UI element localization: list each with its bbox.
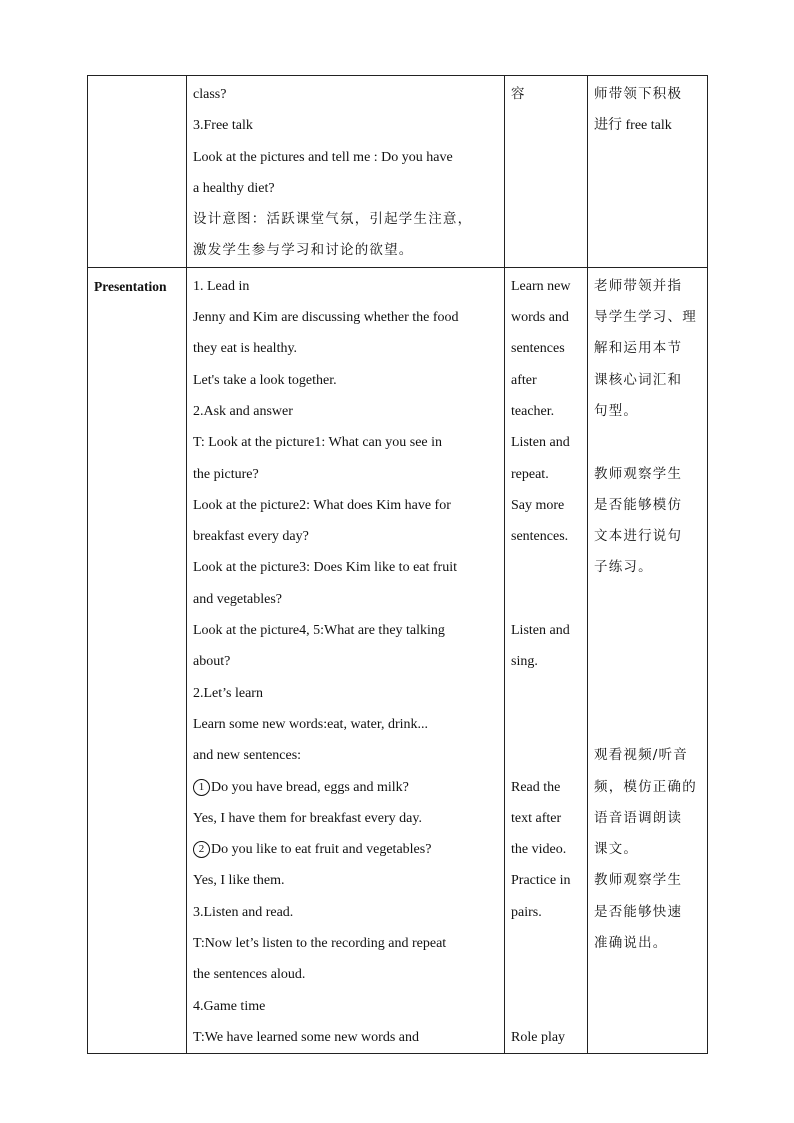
student-activity-line: sing. <box>511 654 538 670</box>
student-activity-line: Role play <box>511 1029 566 1045</box>
spacer <box>511 709 581 740</box>
content-line: about? <box>193 654 231 670</box>
spacer <box>511 928 581 959</box>
sentence-text: Do you have bread, eggs and milk? <box>211 779 409 795</box>
note-line: 观看视频/听音 <box>594 747 688 764</box>
circled-number-1: 1 <box>193 779 210 796</box>
content-line: Look at the picture4, 5:What are they talking <box>193 623 445 639</box>
spacer <box>511 552 581 583</box>
content-line: T:Now let’s listen to the recording and repeat <box>193 936 447 952</box>
content-line: 2.Let’s learn <box>193 685 263 701</box>
student-activity-line: the video. <box>511 842 567 858</box>
note-line: 文本进行说句 <box>594 528 683 545</box>
student-activity-line: words and <box>511 310 569 326</box>
content-line: Yes, I like them. <box>193 873 285 889</box>
note-line: 频，模仿正确的 <box>594 778 697 795</box>
spacer <box>594 427 701 458</box>
content-cell <box>187 267 505 1053</box>
content-line <box>193 772 498 803</box>
content-line: and new sentences: <box>193 748 302 764</box>
note-line: 师带领下积极 <box>594 86 683 102</box>
note-line: 是否能够快速 <box>594 903 683 920</box>
content-line: Look at the pictures and tell me : Do you have <box>193 149 453 165</box>
content-line: and vegetables? <box>193 591 283 607</box>
note-line: 教师观察学生 <box>594 872 683 889</box>
content-line <box>193 834 498 865</box>
note-line: 教师观察学生 <box>594 465 683 482</box>
note-line: 进行 free talk <box>594 118 672 134</box>
content-line: breakfast every day? <box>193 529 309 545</box>
note-line: 解和运用本节 <box>594 340 683 357</box>
student-activity-line: Listen and <box>511 435 570 451</box>
design-intent-line: 激发学生参与学习和讨论的欲望。 <box>193 242 414 259</box>
sentence-text: Do you like to eat fruit and vegetables? <box>211 842 432 858</box>
content-line: Learn some new words:eat, water, drink... <box>193 716 429 732</box>
student-activity-line: Practice in <box>511 873 571 889</box>
student-activity-line: 容 <box>511 86 526 102</box>
spacer <box>511 678 581 709</box>
student-activity-line: after <box>511 372 537 388</box>
student-activity-line: teacher. <box>511 403 555 419</box>
content-line: 1. Lead in <box>193 278 250 294</box>
content-line: they eat is healthy. <box>193 341 298 357</box>
spacer <box>511 584 581 615</box>
note-line: 导学生学习、理 <box>594 309 697 326</box>
note-line: 语音语调朗读 <box>594 809 683 826</box>
student-activity-line: Learn new <box>511 278 571 294</box>
content-cell <box>187 76 505 268</box>
content-line: Yes, I have them for breakfast every day. <box>193 810 422 826</box>
content-line: Jenny and Kim are discussing whether the food <box>193 310 459 326</box>
content-line: Let's take a look together. <box>193 372 337 388</box>
spacer <box>511 991 581 1022</box>
stage-cell <box>88 267 187 1053</box>
table-row <box>88 76 708 268</box>
circled-number-2: 2 <box>193 841 210 858</box>
spacer <box>511 959 581 990</box>
note-line: 句型。 <box>594 402 639 419</box>
student-activity-line: text after <box>511 810 562 826</box>
stage-cell <box>88 76 187 268</box>
student-activity-line: sentences. <box>511 529 569 545</box>
student-activity-line: sentences <box>511 341 565 357</box>
content-line: T: Look at the picture1: What can you see in <box>193 435 443 451</box>
content-line: T:We have learned some new words and <box>193 1029 419 1045</box>
content-line: the sentences aloud. <box>193 967 306 983</box>
student-activity-line: repeat. <box>511 466 549 482</box>
spacer <box>594 709 701 740</box>
student-activity-line: Say more <box>511 497 565 513</box>
spacer <box>594 646 701 677</box>
teacher-note-cell <box>588 267 708 1053</box>
student-activity-cell <box>505 267 588 1053</box>
content-line: Look at the picture3: Does Kim like to eat fruit <box>193 560 457 576</box>
student-activity-line: pairs. <box>511 904 542 920</box>
student-activity-line: Read the <box>511 779 561 795</box>
content-line: 4.Game time <box>193 998 266 1014</box>
spacer <box>594 584 701 615</box>
content-line: Look at the picture2: What does Kim have for <box>193 497 451 513</box>
content-line: 3.Free talk <box>193 118 253 134</box>
note-line: 是否能够模仿 <box>594 496 683 513</box>
lesson-plan-table <box>87 75 708 1054</box>
content-line: the picture? <box>193 466 259 482</box>
note-line: 准确说出。 <box>594 935 668 952</box>
student-activity-line: Listen and <box>511 623 570 639</box>
content-line: a healthy diet? <box>193 180 275 196</box>
note-line: 老师带领并指 <box>594 277 683 294</box>
teacher-note-cell <box>588 76 708 268</box>
spacer <box>594 678 701 709</box>
note-line: 子练习。 <box>594 559 653 576</box>
note-line: 课核心词汇和 <box>594 371 683 388</box>
spacer <box>594 615 701 646</box>
design-intent-line: 设计意图：活跃课堂气氛，引起学生注意， <box>193 211 473 228</box>
spacer <box>511 740 581 771</box>
content-line: 3.Listen and read. <box>193 904 294 920</box>
content-line: 2.Ask and answer <box>193 403 293 419</box>
content-line: class? <box>193 87 227 102</box>
table-row <box>88 267 708 1053</box>
note-line: 课文。 <box>594 841 639 858</box>
student-activity-cell <box>505 76 588 268</box>
stage-label: Presentation <box>94 278 167 294</box>
